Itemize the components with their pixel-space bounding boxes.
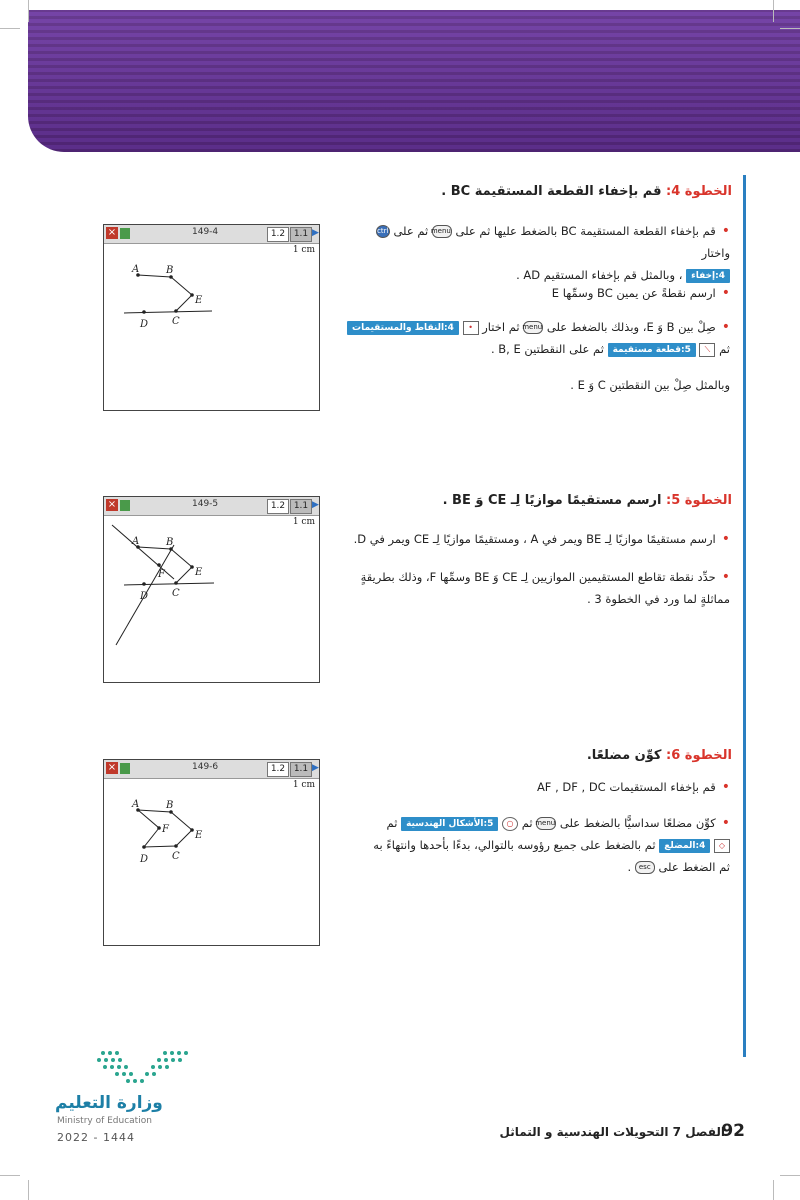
page-tab-active: 1.1 (290, 499, 312, 514)
step6-b2-text-d: ثم بالضغط على جميع رؤوسه بالتوالي، بدءًا بأحدها وانتهاءً به (373, 838, 656, 852)
arrow-right-icon: ▶ (312, 228, 319, 238)
label-e: E (195, 567, 203, 578)
menu-key-icon: menu (523, 321, 543, 334)
crop-mark (773, 0, 774, 22)
ministry-year: 2022 - 1444 (57, 1131, 135, 1144)
header-banner (28, 10, 800, 152)
menu-key-icon: menu (536, 817, 556, 830)
calculator-screen-2 (103, 496, 320, 683)
menu-key-icon: menu (432, 225, 452, 238)
segment-ce (176, 295, 192, 311)
crop-mark (780, 28, 800, 29)
label-c: C (172, 588, 180, 599)
segment-tool-icon: ⟋ (699, 343, 715, 357)
step6-b2-text-e: ثم الضغط على (658, 860, 730, 874)
point-f (157, 563, 161, 567)
step6-b2-text-b: ثم (521, 816, 533, 830)
step5-b2-text-a: حدِّد نقطة تقاطع المستقيمين الموازيين لِـ CE وَ BE وسمِّها F، وذلك بطريقةٍ (360, 570, 716, 584)
step4-heading (441, 184, 732, 199)
label-b: B (166, 265, 174, 276)
calculator-screen-3 (103, 759, 320, 946)
ministry-name-ar: وزارة التعليم (55, 1093, 163, 1113)
document-name: 149-6 (192, 762, 219, 772)
segment-be (171, 277, 192, 295)
polygon-chip: 4:المضلع (659, 839, 710, 853)
step5-title: ارسم مستقيمًا موازيًا لِـ CE وَ BE . (442, 493, 662, 508)
points-lines-chip: 4:النقاط والمستقيمات (347, 321, 459, 335)
step5-bullet2 (320, 566, 730, 610)
bullet-dot: • (721, 815, 730, 831)
crop-mark (28, 1180, 29, 1200)
label-c: C (172, 851, 180, 862)
bullet-dot: • (721, 531, 730, 547)
step6-bullet2 (320, 812, 730, 878)
footer-chapter (499, 1125, 725, 1139)
step4-b1-text-a: قم بإخفاء القطعة المستقيمة BC بالضغط عليها ثم على (455, 224, 716, 238)
point-e (190, 828, 194, 832)
scale-label: 1 cm (292, 245, 315, 255)
close-icon: × (107, 499, 117, 510)
crop-mark (0, 28, 20, 29)
calculator-screen-1 (103, 224, 320, 411)
crop-mark (28, 0, 29, 22)
label-a: A (132, 264, 140, 275)
segment-chip: 5:قطعة مستقيمة (608, 343, 696, 357)
label-a: A (132, 799, 140, 810)
step4-bullet1 (350, 220, 730, 286)
label-b: B (166, 800, 174, 811)
geometry-figure-3 (104, 760, 319, 945)
point-d (142, 582, 146, 586)
geometry-figure-1 (104, 225, 319, 410)
step4-bullet2 (350, 282, 730, 304)
step4-b3-text-c: ثم (719, 342, 730, 356)
chapter-number: الفصل 7 (672, 1125, 725, 1139)
page-tab: 1.2 (267, 499, 289, 514)
step6-b2-text-f: . (627, 860, 632, 874)
label-d: D (140, 319, 149, 330)
bullet-dot: • (721, 285, 730, 301)
step4-b3-text-d: ثم على النقطتين B, E . (490, 342, 604, 356)
scale-label: 1 cm (292, 780, 315, 790)
ministry-name-en: Ministry of Education (57, 1116, 152, 1126)
point-c (174, 581, 178, 585)
page-tab: 1.2 (267, 762, 289, 777)
step4-title: قم بإخفاء القطعة المستقيمة BC . (441, 184, 662, 199)
label-d: D (140, 591, 149, 602)
step4-note-text: وبالمثل صِلْ بين النقطتين C وَ E . (570, 378, 730, 392)
document-name: 149-5 (192, 499, 219, 509)
crop-mark (0, 1175, 20, 1176)
step6-label: الخطوة 6: (666, 748, 732, 763)
polygon-icon: ◇ (714, 839, 730, 853)
point-d (142, 845, 146, 849)
bullet-dot: • (721, 319, 730, 335)
label-e: E (195, 830, 203, 841)
esc-key-icon: esc (635, 861, 655, 874)
step4-b1-text-c: واختار (701, 246, 730, 260)
bullet-dot: • (721, 569, 730, 585)
line-dc (124, 583, 214, 585)
segment-ce (176, 567, 192, 583)
segment-be (171, 549, 192, 567)
label-e: E (195, 295, 203, 306)
step4-b3-text-b: ثم اختار (482, 320, 520, 334)
step4-b2-text: ارسم نقطةً عن يمين BC وسمِّها E (551, 286, 716, 300)
arrow-right-icon: ▶ (312, 763, 319, 773)
step5-label: الخطوة 5: (666, 493, 732, 508)
point-f (157, 826, 161, 830)
ctrl-key-icon: ctrl (376, 225, 390, 238)
page-tab-active: 1.1 (290, 227, 312, 242)
label-d: D (140, 854, 149, 865)
hide-menu-chip: 4:إخفاء (686, 269, 730, 283)
arrow-right-icon: ▶ (312, 500, 319, 510)
step5-heading (443, 493, 732, 508)
page-number: 92 (721, 1121, 745, 1141)
chapter-title: التحويلات الهندسية و التماثل (499, 1125, 669, 1139)
step5-b2-text-b: مماثلةٍ لما ورد في الخطوة 3 . (587, 592, 730, 606)
geometry-figure-2 (104, 497, 319, 682)
step4-note (430, 374, 730, 396)
step6-bullet1 (430, 776, 730, 798)
scale-label: 1 cm (292, 517, 315, 527)
bullet-dot: • (721, 223, 730, 239)
bullet-dot: • (721, 779, 730, 795)
document-name: 149-4 (192, 227, 219, 237)
step4-b1-text-d: ، وبالمثل قم بإخفاء المستقيم AD . (516, 268, 683, 282)
label-f: F (158, 569, 165, 580)
step6-b2-text-c: ثم (386, 816, 398, 830)
point-e (190, 565, 194, 569)
point-c (174, 844, 178, 848)
label-b: B (166, 537, 174, 548)
close-icon: × (107, 227, 117, 238)
line-dc (124, 311, 212, 313)
points-lines-icon: • (463, 321, 479, 335)
step6-title: كوِّن مضلعًا. (586, 748, 662, 763)
shapes-chip: 5:الأشكال الهندسية (401, 817, 498, 831)
page-tab-active: 1.1 (290, 762, 312, 777)
step6-b1-text: قم بإخفاء المستقيمات AF , DF , DC (536, 780, 716, 794)
step5-b1-text: ارسم مستقيمًا موازيًا لِـ BE ويمر في A ، ومستقيمًا موازيًا لِـ CE ويمر في D. (353, 532, 716, 546)
label-f: F (162, 824, 169, 835)
crop-mark (773, 1180, 774, 1200)
step4-bullet3 (320, 316, 730, 360)
label-c: C (172, 316, 180, 327)
step4-label: الخطوة 4: (666, 184, 732, 199)
label-a: A (132, 536, 140, 547)
step4-b1-text-b: ثم على (393, 224, 429, 238)
step4-b3-text-a: صِلْ بين B وَ E، وبذلك بالضغط على (546, 320, 716, 334)
step6-heading (587, 748, 732, 763)
point-c (174, 309, 178, 313)
page-tab: 1.2 (267, 227, 289, 242)
crop-mark (780, 1175, 800, 1176)
step5-bullet1 (320, 528, 730, 550)
point-d (142, 310, 146, 314)
step6-b2-text-a: كوِّن مضلعًا سداسيًّا بالضغط على (559, 816, 716, 830)
shapes-icon: ○ (502, 817, 518, 831)
point-e (190, 293, 194, 297)
margin-rule (743, 175, 746, 1057)
close-icon: × (107, 762, 117, 773)
